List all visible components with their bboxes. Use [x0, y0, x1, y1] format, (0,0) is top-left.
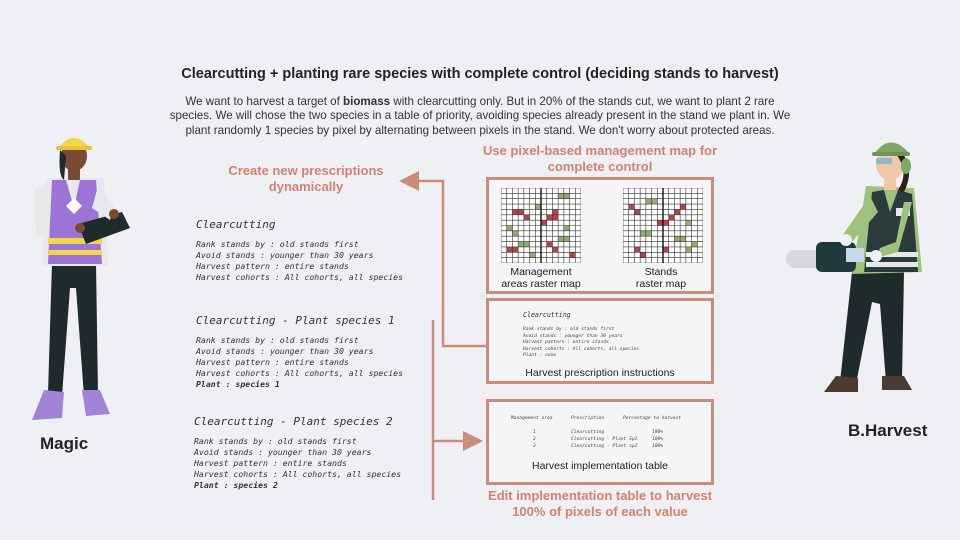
prescription-line: Harvest pattern : entire stands [196, 357, 349, 367]
prescription-line: Avoid stands : younger than 30 years [196, 346, 374, 356]
instructions-caption: Harvest prescription instructions [525, 367, 675, 379]
grid-cell [686, 220, 692, 225]
management-areas-raster-map [501, 188, 581, 263]
prescription-line: Harvest pattern : entire stands [194, 458, 347, 468]
grid-cell [634, 209, 640, 214]
prescription-line: Harvest cohorts : All cohorts, all species [196, 368, 404, 378]
stands-raster-map [623, 188, 703, 263]
table-header-percentage: Percentage to harvest [623, 416, 682, 421]
grid-cell [663, 220, 669, 225]
grid-cell [547, 215, 553, 220]
stands-map-caption: Stands raster map [635, 266, 687, 290]
implementation-table-box [486, 399, 714, 485]
table-cell: 100% [652, 444, 664, 449]
arrow-to-create-prescriptions [404, 181, 486, 346]
grid-cell [674, 236, 680, 241]
instructions-box [486, 298, 714, 384]
prescription-title: Clearcutting - Plant species 2 [194, 415, 393, 428]
prescription-line: Rank stands by : old stands first [196, 239, 359, 249]
grid-cell [547, 242, 553, 247]
desc-part1: We want to harvest a target of [185, 95, 344, 108]
prescription-title: Clearcutting - Plant species 1 [196, 314, 395, 327]
table-cell: 1 [533, 430, 536, 435]
grid-cell [512, 209, 518, 214]
table-cell: Clearcutting - Plant sp2 [571, 444, 638, 449]
instructions-lines [523, 327, 639, 360]
table-cell: 2 [533, 437, 536, 442]
grid-cell [507, 226, 513, 231]
prescription-line: Avoid stands : younger than 30 years [196, 250, 374, 260]
grid-cell [680, 204, 686, 209]
grid-cell [564, 226, 570, 231]
grid-cell [657, 220, 663, 225]
grid-cell [640, 231, 646, 236]
heading-edit-table: Edit implementation table to harvest 100% of pixels of each value [488, 488, 712, 519]
table-cell: Clearcutting - Plant Sp1 [571, 437, 638, 442]
management-map-caption: Management areas raster map [501, 266, 581, 290]
grid-cell [629, 204, 635, 209]
grid-cell [692, 242, 698, 247]
grid-cell [634, 247, 640, 252]
grid-cell [530, 252, 536, 257]
heading-create-prescriptions: Create new prescriptions dynamically [228, 163, 384, 194]
bharvest-character-illustration [780, 132, 940, 394]
grid-cell [686, 247, 692, 252]
grid-cell [570, 252, 576, 257]
table-cell: 3 [533, 444, 536, 449]
grid-cell [518, 209, 524, 214]
grid-cell [652, 199, 658, 204]
table-header-area: Management area [511, 416, 553, 421]
prescription-line: Harvest cohorts : All cohorts, all species [196, 272, 404, 282]
prescription-line: Avoid stands : younger than 30 years [194, 447, 372, 457]
table-header-prescription: Prescription [571, 416, 605, 421]
maps-box [486, 177, 714, 294]
table-cell: Clearcutting [571, 430, 605, 435]
prescription-plant: Plant : species 2 [194, 480, 278, 490]
grid-cell [507, 247, 513, 252]
prescription-line: Harvest pattern : entire stands [196, 261, 349, 271]
prescription-line: Rank stands by : old stands first [196, 335, 359, 345]
grid-cell [674, 209, 680, 214]
prescription-line: Rank stands by : old stands first [194, 436, 357, 446]
magic-name: Magic [40, 434, 89, 453]
grid-cell [558, 193, 564, 198]
grid-cell [680, 236, 686, 241]
grid-cell [552, 209, 558, 214]
instructions-line: Plant : none [523, 353, 557, 359]
grid-cell [646, 231, 652, 236]
table-cell: 100% [652, 430, 664, 435]
prescription-line: Harvest cohorts : All cohorts, all species [194, 469, 402, 479]
prescription-title: Clearcutting [196, 218, 276, 231]
grid-cell [512, 247, 518, 252]
grid-cell [524, 242, 530, 247]
grid-cell [558, 236, 564, 241]
grid-cell [541, 220, 547, 225]
grid-cell [564, 236, 570, 241]
instructions-line: Rank stands by : old stands first [523, 327, 615, 332]
table-cell: 100% [652, 437, 664, 442]
grid-cell [663, 247, 669, 252]
grid-cell [669, 215, 675, 220]
prescription-plant: Plant : species 1 [196, 379, 280, 389]
grid-cell [524, 215, 530, 220]
desc-bold: biomass [343, 95, 391, 108]
grid-cell [512, 231, 518, 236]
instructions-title: Clearcutting [523, 311, 571, 319]
grid-cell [640, 252, 646, 257]
instructions-line: Harvest pattern : entire stands [523, 340, 609, 346]
grid-cell [518, 242, 524, 247]
instructions-line: Avoid stands : younger than 30 years [523, 333, 623, 339]
magic-character-illustration [18, 128, 138, 428]
grid-cell [564, 193, 570, 198]
grid-cell [646, 199, 652, 204]
slide-title: Clearcutting + planting rare species with complete control (deciding stands to harvest) [181, 66, 779, 82]
bharvest-name: B.Harvest [848, 421, 928, 440]
desc-part2: with clearcutting only. But in 20% of the stands cut, we want to plant 2 rare species. We will chose the two species in a table of priority, avoiding species already present in the stand we plant in. We plant randomly 1 species by pixel by alternating between pixels in the stand. We don't worry about protected areas. [169, 95, 791, 137]
table-caption: Harvest implementation table [532, 460, 668, 472]
grid-cell [552, 247, 558, 252]
grid-cell [552, 215, 558, 220]
heading-pixel-map: Use pixel-based management map for complete control [482, 143, 718, 174]
grid-cell [535, 204, 541, 209]
instructions-line: Harvest cohorts : All cohorts, all species [523, 346, 640, 352]
